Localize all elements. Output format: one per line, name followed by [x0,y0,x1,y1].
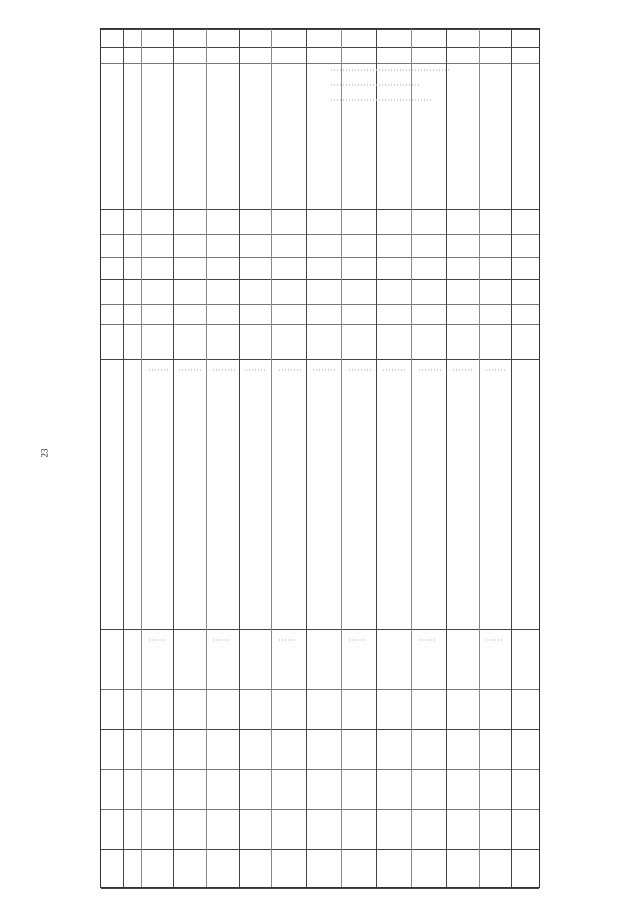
row-divider-1 [123,29,124,887]
section-divider-5 [101,304,539,305]
row-divider-10 [411,29,412,887]
section-divider-4 [101,279,539,280]
cell-text-texture [279,369,301,371]
row-divider-9 [376,29,377,887]
row-divider-11 [446,29,447,887]
cell-text-texture [213,639,231,641]
section-divider-12 [101,809,539,810]
cell-text-texture [246,369,266,371]
table-border-bottom [101,888,539,889]
section-divider-6 [101,324,539,325]
section-divider-13 [101,849,539,850]
row-divider-12 [479,29,480,887]
cell-text-texture [453,369,473,371]
row-divider-13 [511,29,512,887]
row-divider-2 [141,29,142,887]
section-divider-8 [101,629,539,630]
header-text-texture [331,99,431,101]
cell-text-texture [419,369,441,371]
header-text-texture [331,69,451,71]
cell-text-texture [313,369,337,371]
row-divider-6 [271,29,272,887]
row-divider-7 [306,29,307,887]
row-divider-8 [341,29,342,887]
cell-text-texture [349,639,367,641]
section-divider-11 [101,769,539,770]
cell-text-texture [179,369,203,371]
cell-text-texture [419,639,437,641]
section-divider-9 [101,689,539,690]
cell-text-texture [149,639,167,641]
row-divider-3 [173,29,174,887]
cell-text-texture [149,369,169,371]
page-number: 23 [39,448,50,458]
cell-text-texture [486,639,504,641]
rotated-table [100,28,540,888]
cell-text-texture [279,639,297,641]
section-divider-7 [101,359,539,360]
header-divider [101,47,539,48]
cell-text-texture [383,369,407,371]
row-divider-4 [206,29,207,887]
section-divider-2 [101,234,539,235]
cell-text-texture [349,369,371,371]
section-divider-10 [101,729,539,730]
header-subdivider [101,63,539,64]
cell-text-texture [213,369,235,371]
section-divider-1 [101,209,539,210]
section-divider-3 [101,257,539,258]
table-border-top [101,29,539,30]
header-text-texture [331,84,421,86]
cell-text-texture [486,369,506,371]
row-divider-5 [239,29,240,887]
